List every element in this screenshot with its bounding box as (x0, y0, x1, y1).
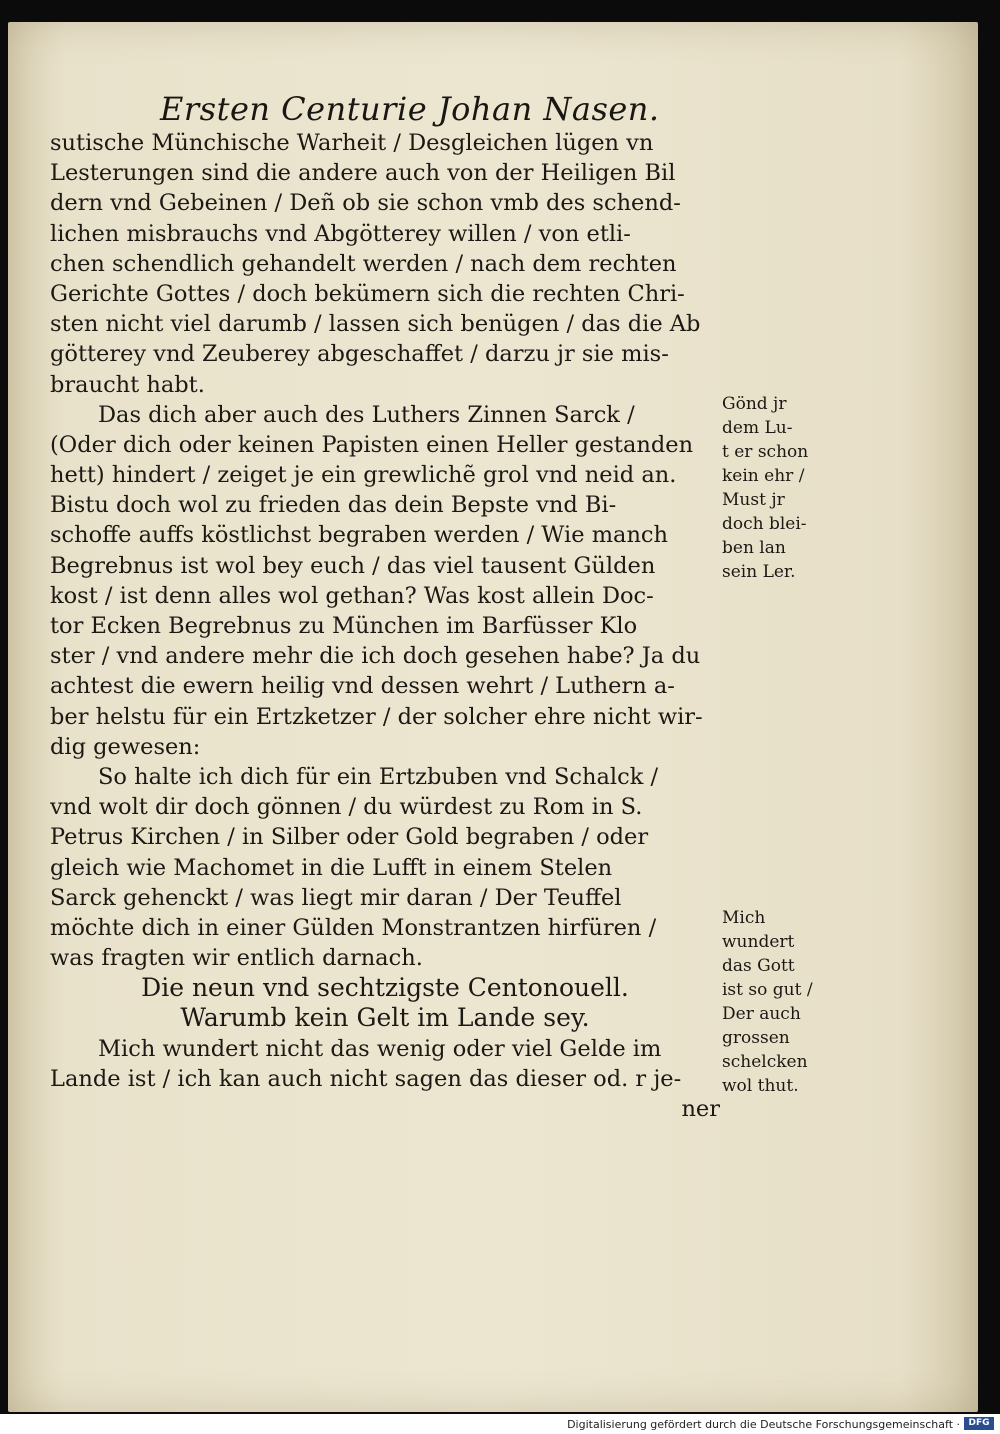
text-line: gleich wie Machomet in die Lufft in einem Stelen (50, 854, 613, 881)
marginal-line: t er schon (722, 442, 809, 462)
marginal-note-1 (722, 392, 832, 584)
text-line: ber helstu für ein Ertzketzer / der solcher ehre nicht wir- (50, 703, 703, 730)
marginal-line: ben lan (722, 538, 786, 558)
text-line: (Oder dich oder keinen Papisten einen Heller gestanden (50, 431, 694, 458)
text-line: vnd wolt dir doch gönnen / du würdest zu Rom in S. (50, 794, 643, 821)
text-line: Begrebnus ist wol bey euch / das viel tausent Gülden (50, 552, 656, 579)
marginal-line: sein Ler. (722, 562, 796, 582)
marginal-line: ist so gut / (722, 980, 813, 1000)
text-line: Bistu doch wol zu frieden das dein Bepste vnd Bi- (50, 492, 617, 519)
marginal-line: grossen (722, 1028, 790, 1048)
text-line: Mich wundert nicht das wenig oder viel Gelde im (98, 1035, 662, 1062)
text-line: dig gewesen: (50, 733, 201, 760)
text-line: ster / vnd andere mehr die ich doch gesehen habe? Ja du (50, 643, 701, 670)
text-line: schoffe auffs köstlichst begraben werden / Wie manch (50, 522, 669, 549)
text-line: Petrus Kirchen / in Silber oder Gold begraben / oder (50, 824, 649, 851)
footer-bar (0, 1414, 1000, 1434)
text-line: So halte ich dich für ein Ertzbuben vnd Schalck / (98, 763, 659, 790)
text-line: Das dich aber auch des Luthers Zinnen Sarck / (98, 401, 635, 428)
running-header: Ersten Centurie Johan Nasen. (160, 90, 660, 128)
text-line: achtest die ewern heilig vnd dessen wehrt / Luthern a- (50, 673, 675, 700)
marginal-line: Gönd jr (722, 394, 787, 414)
catchword: ner (681, 1096, 720, 1122)
marginal-line: schelcken (722, 1052, 808, 1072)
marginal-line: doch blei- (722, 514, 807, 534)
marginal-line: das Gott (722, 956, 795, 976)
text-line: Lande ist / ich kan auch nicht sagen das dieser od. r je- (50, 1065, 682, 1092)
text-line: Lesterungen sind die andere auch von der Heiligen Bil (50, 160, 676, 187)
chapter-subheading: Warumb kein Gelt im Lande sey. (180, 1003, 590, 1033)
marginal-line: wundert (722, 932, 795, 952)
text-line: was fragten wir entlich darnach. (50, 945, 423, 972)
text-line: chen schendlich gehandelt werden / nach dem rechten (50, 250, 677, 277)
text-line: hett) hindert / zeiget je ein grewlichẽ grol vnd neid an. (50, 462, 677, 489)
marginal-line: wol thut. (722, 1076, 799, 1096)
text-line: tor Ecken Begrebnus zu München im Barfüsser Klo (50, 613, 638, 639)
text-line: Sarck gehenckt / was liegt mir daran / Der Teuffel (50, 884, 622, 911)
funding-notice: Digitalisierung gefördert durch die Deutsche Forschungsgemeinschaft · (567, 1418, 960, 1431)
text-line: sutische Münchische Warheit / Desgleichen lügen vn (50, 130, 654, 156)
marginal-line: Der auch (722, 1004, 801, 1024)
text-line: Gerichte Gottes / doch bekümern sich die rechten Chri- (50, 280, 685, 307)
text-line: dern vnd Gebeinen / Deñ ob sie schon vmb des schend- (50, 190, 681, 217)
chapter-heading: Die neun vnd sechtzigste Centonouell. (141, 973, 629, 1003)
main-text-block (50, 128, 720, 1124)
text-line: braucht habt. (50, 371, 205, 398)
text-line: kost / ist denn alles wol gethan? Was kost allein Doc- (50, 582, 654, 609)
text-line: götterey vnd Zeuberey abgeschaffet / darzu jr sie mis- (50, 341, 669, 368)
text-line: lichen misbrauchs vnd Abgötterey willen / von etli- (50, 220, 631, 247)
marginal-note-2 (722, 906, 832, 1098)
text-line: sten nicht viel darumb / lassen sich benügen / das die Ab (50, 311, 701, 338)
marginal-line: dem Lu- (722, 418, 793, 438)
marginal-line: Must jr (722, 490, 785, 510)
text-line: möchte dich in einer Gülden Monstrantzen hirfüren / (50, 914, 657, 941)
marginal-line: Mich (722, 908, 766, 928)
marginal-line: kein ehr / (722, 466, 805, 486)
dfg-logo: DFG (964, 1417, 994, 1430)
